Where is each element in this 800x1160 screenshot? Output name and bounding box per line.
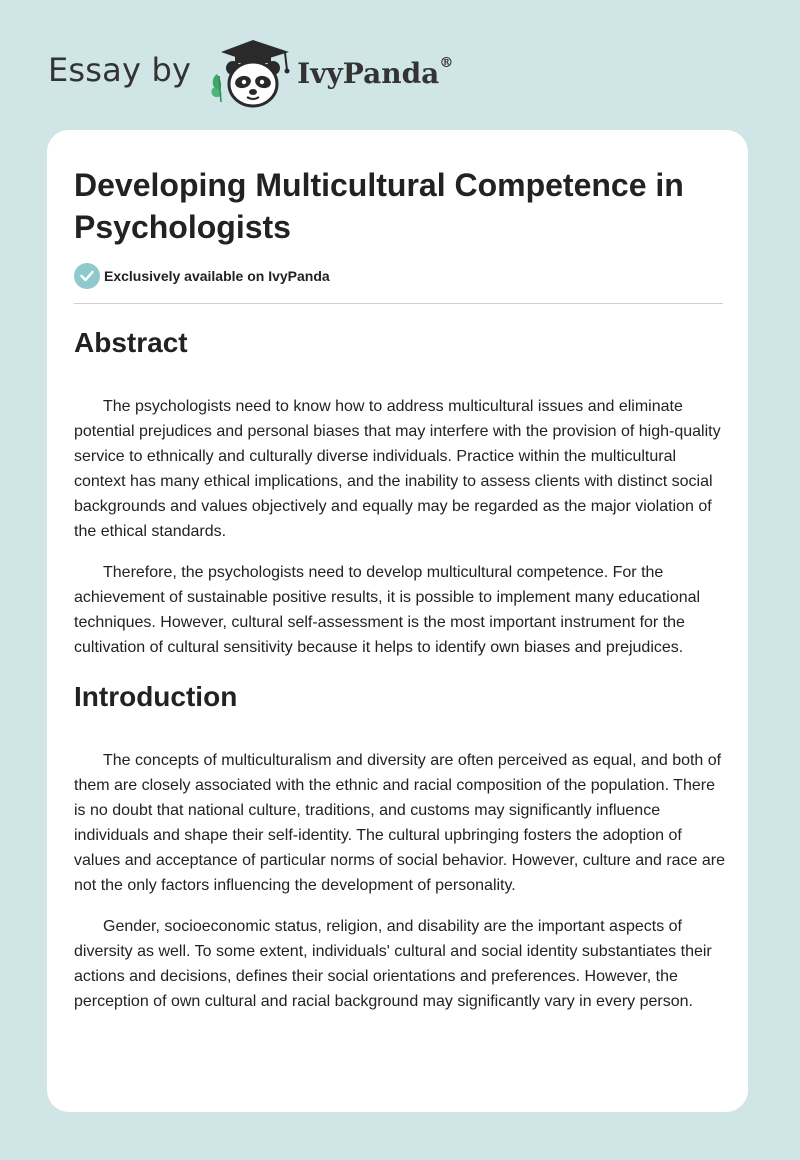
essay-title: Developing Multicultural Competence in Psychologists <box>74 167 684 245</box>
brand-text: IvyPanda <box>297 56 440 90</box>
panda-logo-icon[interactable] <box>205 30 295 110</box>
exclusive-badge <box>74 263 330 289</box>
divider <box>74 303 723 304</box>
essay-content <box>74 320 726 1014</box>
introduction-paragraph-1: The concepts of multiculturalism and diversity are often perceived as equal, and both of them are closely associated with the ethnic and racial composition of the population. There is no doubt that national culture, traditions, and customs may significantly influence individuals and shape their self-identity. The cultural upbringing fosters the adoption of values and acceptance of particular norms of social behavior. However, culture and race are not the only factors influencing the development of personality. <box>74 752 726 894</box>
section-heading-introduction: Introduction <box>74 681 238 712</box>
essay-by-label: Essay by <box>48 51 192 89</box>
introduction-paragraph-2: Gender, socioeconomic status, religion, and disability are the important aspects of diversity as well. To some extent, individuals' cultural and social identity substantiates their actions and decisions, defines their social orientations and preferences. However, the perception of own cultural and racial background may significantly vary in every person. <box>74 918 712 1010</box>
leaf-icon <box>212 74 222 102</box>
essay-card <box>47 130 748 1112</box>
badge-label: Exclusively available on IvyPanda <box>104 268 330 284</box>
registered-mark: ® <box>439 54 454 71</box>
abstract-paragraph-2: Therefore, the psychologists need to develop multicultural competence. For the achievement of sustainable positive results, it is possible to implement many educational techniques. However, cultural self-assessment is the most important instrument for the cultivation of cultural sensitivity because it helps to identify own biases and prejudices. <box>74 564 701 656</box>
site-header <box>48 30 453 110</box>
section-heading-abstract: Abstract <box>74 327 188 358</box>
brand-name[interactable] <box>297 54 454 90</box>
abstract-paragraph-1: The psychologists need to know how to address multicultural issues and eliminate potential prejudices and personal biases that may interfere with the provision of high-quality service to ethnically and culturally diverse individuals. Practice within the multicultural context has many ethical implications, and the inability to assess clients with distinct social backgrounds and values objectively and equally may be regarded as the major violation of the ethical standards. <box>74 398 721 540</box>
check-icon <box>74 263 100 289</box>
